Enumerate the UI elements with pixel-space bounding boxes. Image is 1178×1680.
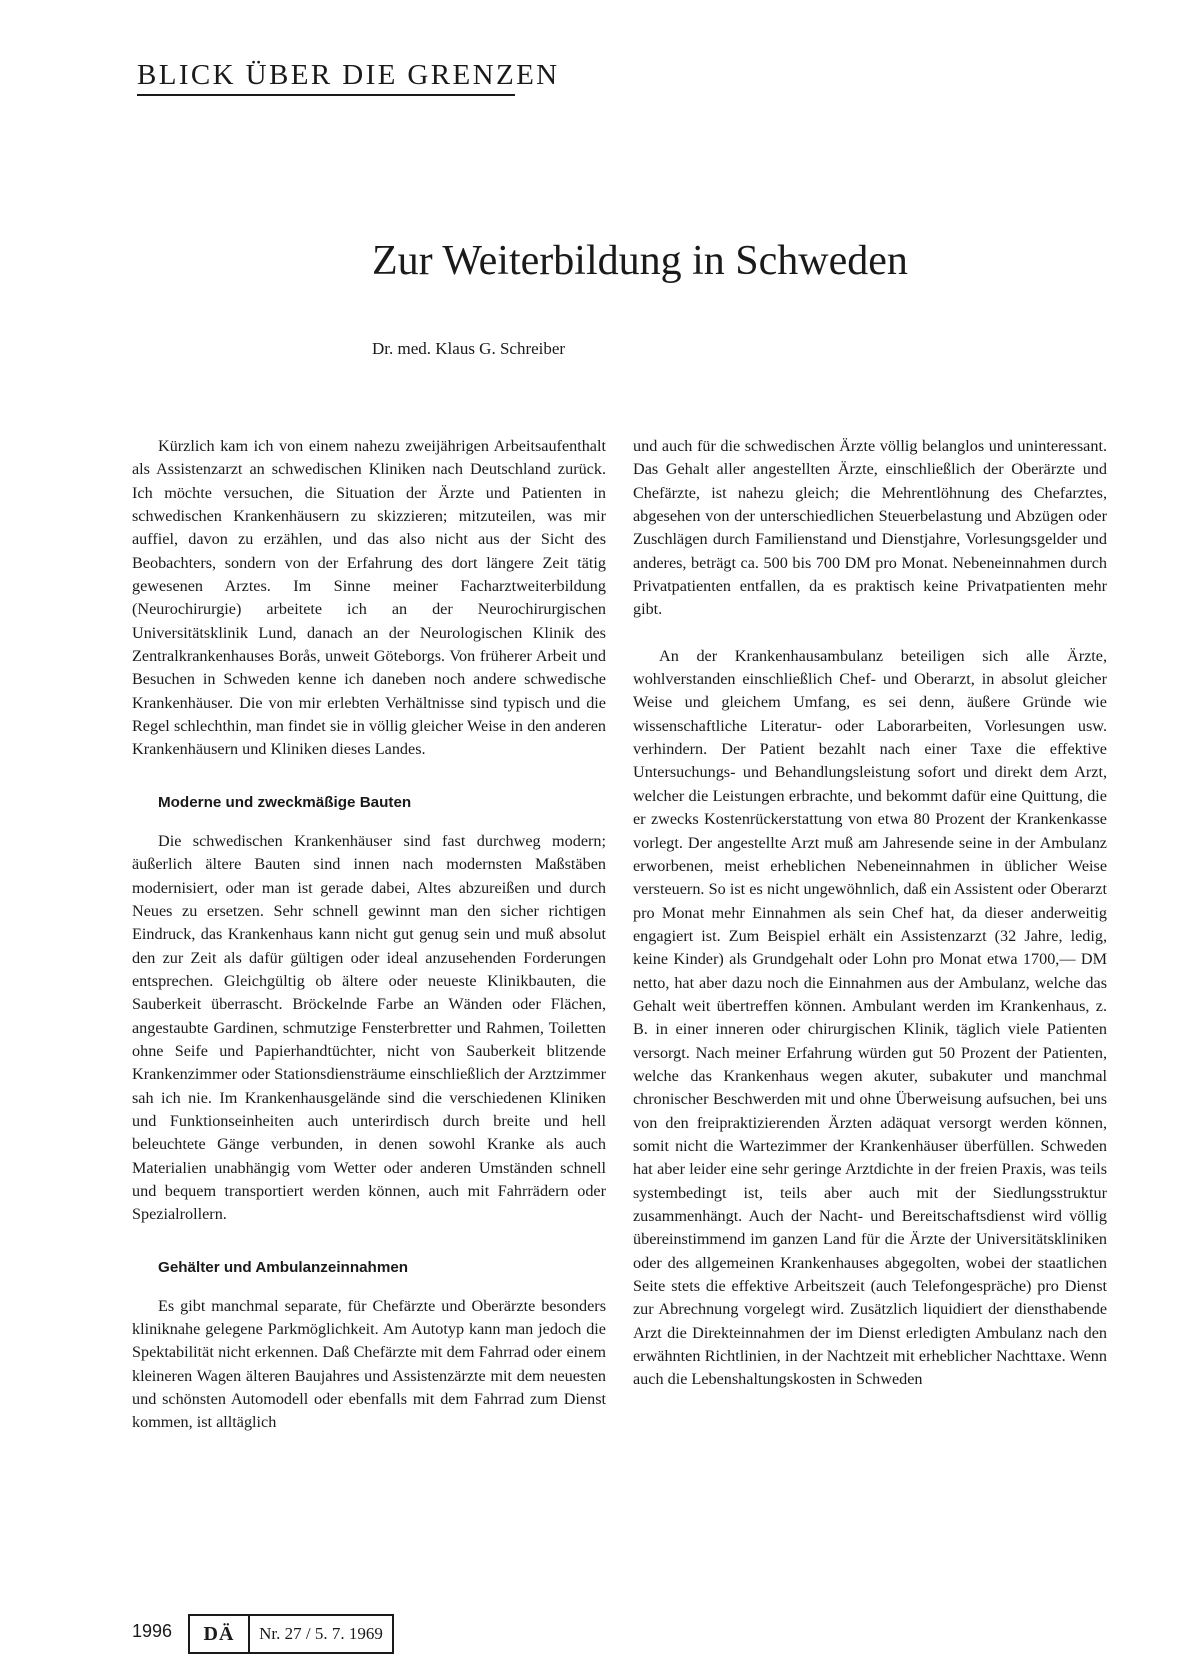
left-column: [132, 435, 606, 1435]
intro-paragraph: Kürzlich kam ich von einem nahezu zweijährigen Arbeitsaufenthalt als Assistenzarzt an schwedischen Kliniken nach Deutschland zurück. Ich möchte versuchen, die Situation der Ärzte und Patienten in schwedischen Krankenhäusern zu skizzieren; mitzuteilen, was mir auffiel, davon zu erzählen, und das also nicht aus der Sicht des Beobachters, sondern von der Erfahrung des dort längere Zeit tätig gewesenen Arztes. Im Sinne meiner Facharztweiterbildung (Neurochirurgie) arbeitete ich an der Neurochirurgischen Universitätsklinik Lund, danach an der Neurologischen Klinik des Zentralkrankenhauses Borås, unweit Göteborgs. Von früherer Arbeit und Besuchen in Schweden kenne ich daneben noch andere schwedische Krankenhäuser. Die von mir erlebten Verhältnisse sind typisch und die Regel schlechthin, man findet sie in völlig gleicher Weise in den anderen Krankenhäusern und Kliniken dieses Landes.: [132, 437, 606, 759]
continued-paragraph: und auch für die schwedischen Ärzte völlig belanglos und uninteressant. Das Gehalt aller angestellten Ärzte, einschließlich der Oberärzte und Chefärzte, ist nahezu gleich; die Mehrentlöhnung des Chefarztes, abgesehen von der unterschiedlichen Steuerbelastung und Abzügen oder Zuschlägen durch Familienstand und Dienstjahre, Vorlesungsgelder und anderes, beträgt ca. 500 bis 700 DM pro Monat. Nebeneinnahmen durch Privatpatienten entfallen, da es praktisch keine Privatpatienten mehr gibt.: [633, 437, 1107, 619]
ambulance-paragraph: An der Krankenhausambulanz beteiligen sich alle Ärzte, wohlverstanden einschließlich Chef- und Oberarzt, in absolut gleicher Weise und gleichem Umfang, es sei denn, äußere Gründe wie wissenschaftliche Literatur- oder Laborarbeiten, Vorlesungen usw. verhindern. Der Patient bezahlt nach einer Taxe die effektive Untersuchungs- und Behandlungsleistung sofort und direkt dem Arzt, welcher die Leistungen erbrachte, und bekommt dafür eine Quittung, die er zwecks Kostenrückerstattung von etwa 80 Prozent der Krankenkasse vorlegt. Der angestellte Arzt muß am Jahresende seine in der Ambulanz erworbenen, meist erheblichen Nebeneinnahmen in üblicher Weise versteuern. So ist es nicht ungewöhnlich, daß ein Assistent oder Oberarzt pro Monat mehr Einnahmen als sein Chef hat, da dieser anderweitig engagiert ist. Zum Beispiel erhält ein Assistenzarzt (32 Jahre, ledig, keine Kinder) als Grundgehalt oder Lohn pro Monat etwa 1700,— DM netto, hat aber dazu noch die Einnahmen aus der Ambulanz, welche das Gehalt weit übertreffen können. Ambulant werden im Krankenhaus, z. B. in einer inneren oder chirurgischen Klinik, täglich viele Patienten versorgt. Nach meiner Erfahrung würden gut 50 Prozent der Patienten, welche das Krankenhaus wegen akuter, subakuter und manchmal chronischer Beschwerden mit und ohne Überweisung aufsuchen, bei uns von den freipraktizierenden Ärzten adäquat versorgt werden können, somit nicht die Wartezimmer der Krankenhäuser überfüllen. Schweden hat aber leider eine sehr geringe Arztdichte in der freien Praxis, was teils systembedingt ist, teils aber auch mit der Siedlungsstruktur zusammenhängt. Auch der Nacht- und Bereitschaftsdienst wird völlig übereinstimmend im ganzen Land für die Ärzte der Universitätskliniken oder des allgemeinen Krankenhauses abgegolten, wobei der staatlichen Seite stets die effektive Arbeitszeit (auch Telefongespräche) pro Dienst zur Abrechnung vorgelegt wird. Zusätzlich liquidiert der diensthabende Arzt die Direkteinnahmen der im Dienst erledigten Ambulanz nach den erwähnten Richtlinien, in der Nachtzeit mit erheblicher Nachttaxe. Wenn auch die Lebenshaltungskosten in Schweden: [633, 646, 1107, 1389]
buildings-paragraph: Die schwedischen Krankenhäuser sind fast durchweg modern; äußerlich ältere Bauten sind innen nach modernsten Maßstäben modernisiert, oder man ist gerade dabei, Altes abzureißen und durch Neues zu ersetzen. Sehr schnell gewinnt man den sicher richtigen Eindruck, das Krankenhaus kann nicht gut genug sein und muß absolut den zur Zeit als dafür gültigen oder ideal anzusehenden Forderungen entsprechen. Gleichgültig ob ältere oder neueste Klinikbauten, die Sauberkeit überrascht. Bröckelnde Farbe an Wänden oder Flächen, angestaubte Gardinen, schmutzige Fensterbretter und Rahmen, Toiletten ohne Seife und Papierhandtüchter, nicht von Sauberkeit blitzende Krankenzimmer oder Stationsdiensträume einschließlich der Arztzimmer sah ich nie. Im Krankenhausgelände sind die verschiedenen Kliniken und Funktionseinheiten auch unterirdisch durch breite und hell beleuchtete Gänge verbunden, in denen sowohl Kranke als auch Materialien unabhängig vom Wetter oder anderen Umständen schnell und bequem transportiert werden können, auch mit Fahrrädern oder Spezialrollern.: [132, 831, 606, 1224]
journal-box: [188, 1614, 394, 1654]
article-author: Dr. med. Klaus G. Schreiber: [372, 339, 566, 358]
journal-logo: DÄ: [190, 1616, 250, 1652]
article-title: Zur Weiterbildung in Schweden: [372, 238, 908, 284]
right-column: [633, 435, 1107, 1392]
section-heading-salaries: Gehälter und Ambulanzeinnahmen: [158, 1258, 409, 1276]
page-number: 1996: [132, 1621, 173, 1641]
salaries-paragraph: Es gibt manchmal separate, für Chefärzte und Oberärzte besonders kliniknahe gelegene Parkmöglichkeit. Am Autotyp kann man jedoch die Spektabilität nicht erkennen. Daß Chefärzte mit dem Fahrrad oder einem kleineren Wagen älteren Baujahres und Assistenzärzte mit dem neuesten und schönsten Automodell oder ebenfalls mit dem Fahrrad zum Dienst kommen, ist alltäglich: [132, 1296, 606, 1432]
section-heading-buildings: Moderne und zweckmäßige Bauten: [158, 793, 412, 811]
section-label: BLICK ÜBER DIE GRENZEN: [137, 58, 515, 96]
journal-issue: Nr. 27 / 5. 7. 1969: [259, 1624, 383, 1643]
